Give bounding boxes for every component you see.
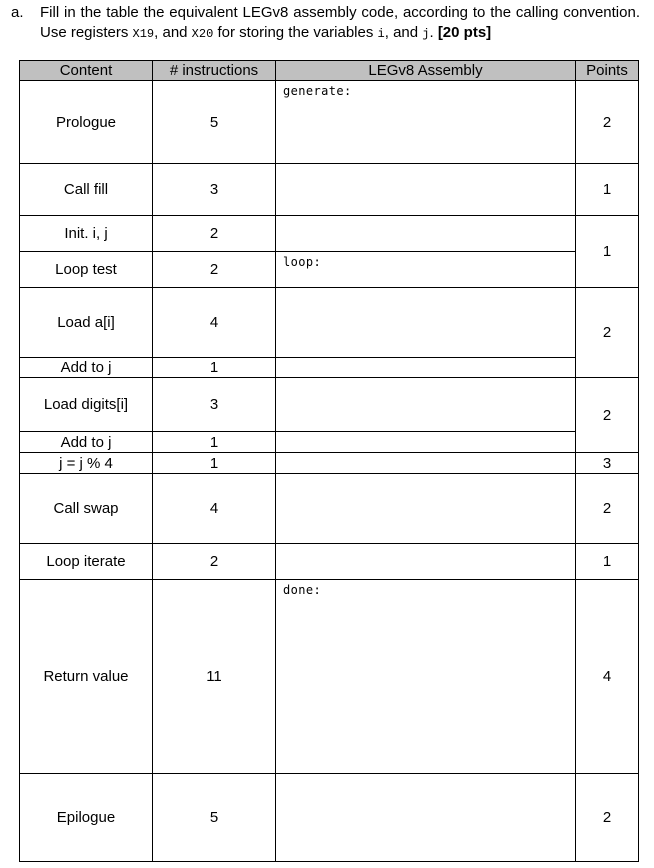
question-text-part: , and [154, 24, 192, 41]
table-row [20, 580, 639, 774]
table-row [20, 358, 639, 378]
table-row [20, 252, 639, 288]
table-row [20, 432, 639, 453]
register-x19: X19 [132, 27, 155, 41]
table-row [20, 544, 639, 580]
row-content: Load digits[i] [20, 378, 153, 432]
row-points: 3 [576, 453, 639, 474]
row-points: 1 [576, 164, 639, 216]
row-instructions: 3 [153, 164, 276, 216]
table-row [20, 774, 639, 862]
row-instructions: 5 [153, 81, 276, 164]
row-points: 2 [576, 81, 639, 164]
table-row [20, 216, 639, 252]
question-text-part: , and [384, 24, 423, 41]
row-content: Loop iterate [20, 544, 153, 580]
assembly-cell[interactable] [276, 544, 576, 580]
assembly-label: done: [283, 583, 322, 597]
row-points: 2 [576, 474, 639, 544]
row-points: 2 [576, 378, 639, 453]
row-content: Call swap [20, 474, 153, 544]
table-row [20, 164, 639, 216]
table-row [20, 453, 639, 474]
assembly-cell[interactable] [276, 774, 576, 862]
header-points: Points [576, 61, 639, 81]
row-content: Init. i, j [20, 216, 153, 252]
table-row [20, 288, 639, 358]
assembly-cell[interactable] [276, 358, 576, 378]
row-points: 2 [576, 774, 639, 862]
row-instructions: 1 [153, 358, 276, 378]
row-content: Epilogue [20, 774, 153, 862]
assembly-cell[interactable] [276, 164, 576, 216]
row-content: Prologue [20, 81, 153, 164]
assembly-cell[interactable] [276, 453, 576, 474]
row-content: Loop test [20, 252, 153, 288]
row-instructions: 4 [153, 288, 276, 358]
variable-i: i [377, 27, 385, 41]
assembly-cell[interactable] [276, 580, 576, 774]
question-text-part: . [429, 24, 438, 41]
row-instructions: 2 [153, 252, 276, 288]
row-content: Add to j [20, 432, 153, 453]
assembly-cell[interactable] [276, 81, 576, 164]
row-instructions: 1 [153, 432, 276, 453]
row-instructions: 2 [153, 216, 276, 252]
table-row [20, 474, 639, 544]
question-marker: a. [11, 4, 24, 21]
assembly-table [19, 60, 639, 862]
table-row [20, 81, 639, 164]
header-instructions: # instructions [153, 61, 276, 81]
row-instructions: 5 [153, 774, 276, 862]
assembly-cell[interactable] [276, 252, 576, 288]
row-points: 1 [576, 216, 639, 288]
assembly-cell[interactable] [276, 378, 576, 432]
row-instructions: 11 [153, 580, 276, 774]
assembly-label: loop: [283, 255, 322, 269]
question-text-part: Fill in the table the equivalent LEGv8 assembly code, according to the calling convention. Use registers [40, 4, 640, 41]
header-assembly: LEGv8 Assembly [276, 61, 576, 81]
row-instructions: 1 [153, 453, 276, 474]
assembly-cell[interactable] [276, 216, 576, 252]
register-x20: X20 [191, 27, 214, 41]
row-points: 4 [576, 580, 639, 774]
assembly-cell[interactable] [276, 474, 576, 544]
row-points: 1 [576, 544, 639, 580]
header-content: Content [20, 61, 153, 81]
row-content: Call fill [20, 164, 153, 216]
assembly-label: generate: [283, 84, 352, 98]
assembly-cell[interactable] [276, 288, 576, 358]
row-content: j = j % 4 [20, 453, 153, 474]
row-content: Load a[i] [20, 288, 153, 358]
question-text [11, 3, 640, 44]
variable-j: j [422, 27, 430, 41]
assembly-cell[interactable] [276, 432, 576, 453]
row-content: Return value [20, 580, 153, 774]
row-instructions: 2 [153, 544, 276, 580]
table-row [20, 378, 639, 432]
row-instructions: 4 [153, 474, 276, 544]
table-header-row [20, 61, 639, 81]
row-instructions: 3 [153, 378, 276, 432]
row-points: 2 [576, 288, 639, 378]
row-content: Add to j [20, 358, 153, 378]
question-text-part: for storing the variables [213, 24, 378, 41]
question-points: [20 pts] [437, 24, 492, 41]
